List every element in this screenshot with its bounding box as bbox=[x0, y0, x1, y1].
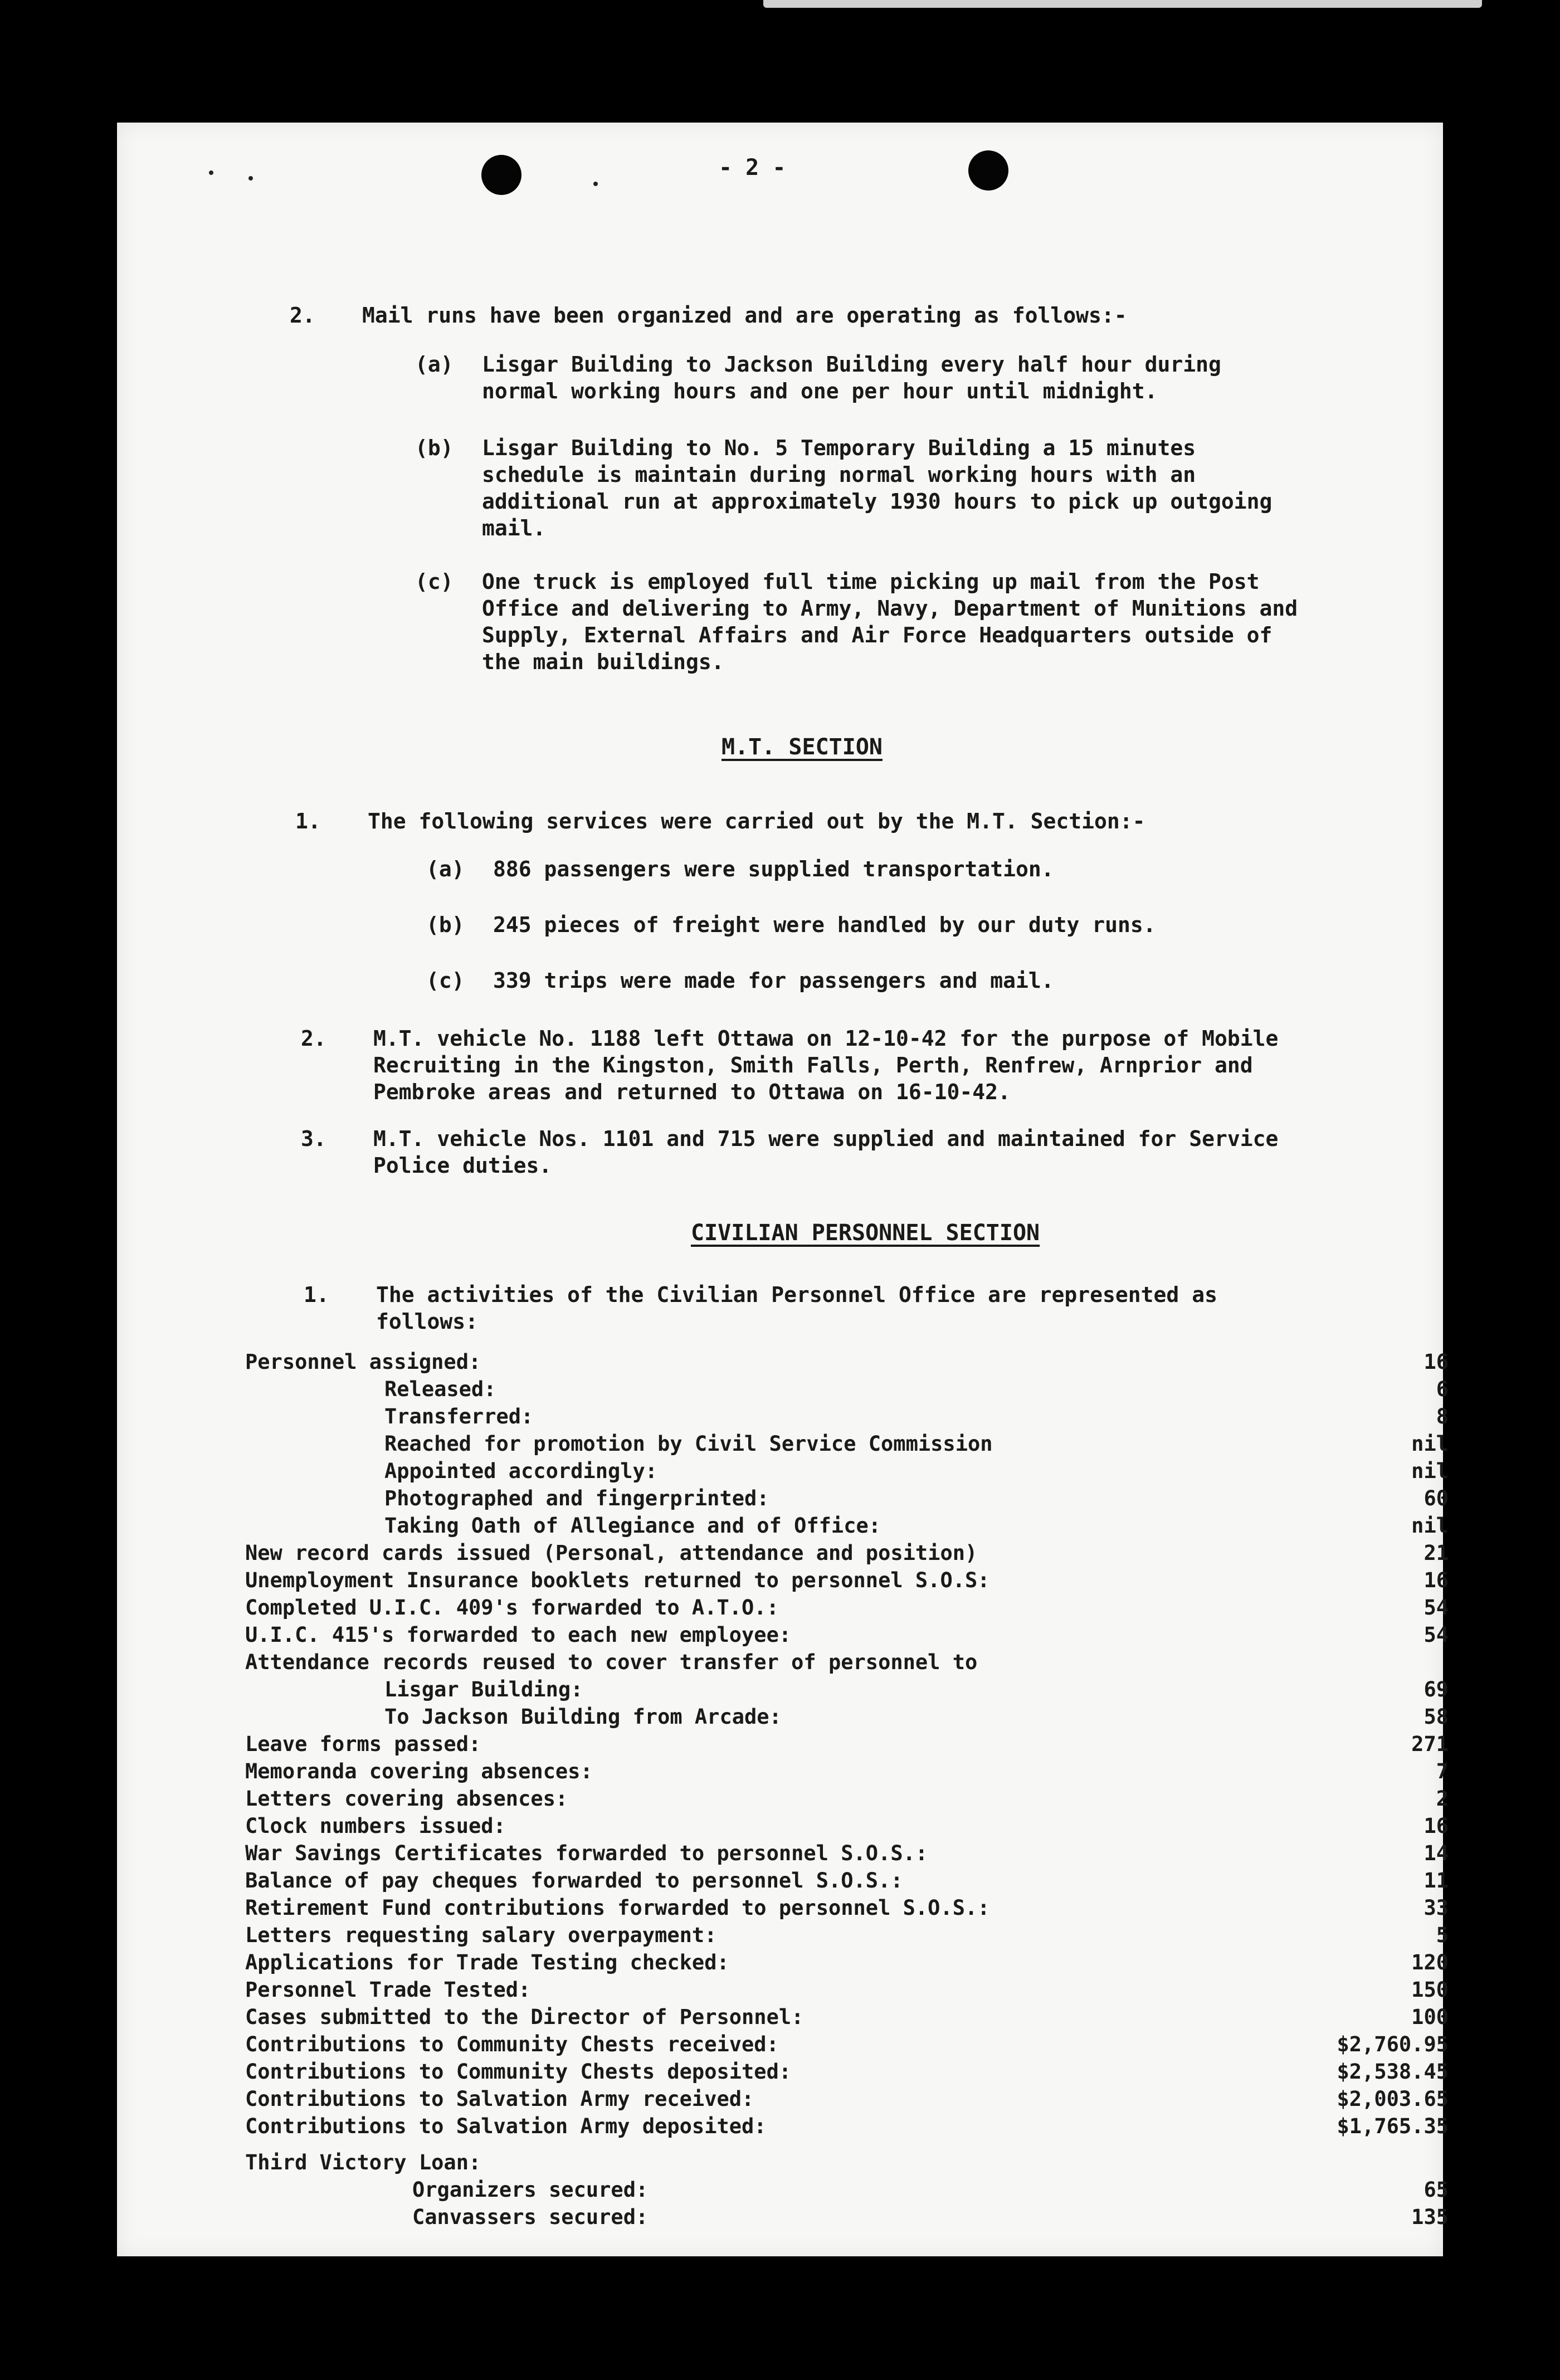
activity-row bbox=[245, 1758, 1449, 1785]
activity-row bbox=[245, 1457, 1449, 1485]
activity-row bbox=[245, 1676, 1449, 1703]
activity-value: 2 bbox=[1436, 1787, 1449, 1811]
activity-value: 135 bbox=[1411, 2205, 1449, 2229]
activity-label: Appointed accordingly: bbox=[384, 1459, 658, 1483]
activity-label: Unemployment Insurance booklets returned to personnel S.O.S: bbox=[245, 1568, 990, 1592]
activity-row bbox=[245, 1621, 1449, 1649]
activity-row bbox=[245, 2176, 1449, 2203]
activity-row bbox=[245, 1649, 1449, 1676]
activity-value: 120 bbox=[1411, 1950, 1449, 1974]
activity-label: Letters covering absences: bbox=[245, 1787, 568, 1811]
activity-row bbox=[245, 1867, 1449, 1894]
activity-label: Leave forms passed: bbox=[245, 1732, 481, 1756]
paragraph-text: Mail runs have been organized and are operating as follows:- bbox=[362, 303, 1127, 328]
activity-value: 58 bbox=[1424, 1705, 1449, 1729]
paragraph-number: 1. bbox=[295, 809, 321, 833]
activity-row bbox=[245, 2058, 1449, 2085]
document-page bbox=[117, 123, 1449, 2256]
paragraph-text: The following services were carried out by the M.T. Section:- bbox=[368, 809, 1145, 833]
activity-row bbox=[245, 1949, 1449, 1976]
activity-value: 16 bbox=[1424, 1350, 1449, 1374]
activity-value: 7 bbox=[1436, 1759, 1449, 1783]
activity-value: $2,538.45 bbox=[1337, 2060, 1449, 2084]
activity-label: Completed U.I.C. 409's forwarded to A.T.O.: bbox=[245, 1596, 779, 1620]
activity-label: Contributions to Salvation Army received: bbox=[245, 2087, 754, 2111]
activity-row bbox=[245, 1539, 1449, 1567]
activity-value: 65 bbox=[1424, 2178, 1449, 2202]
activity-label: Organizers secured: bbox=[412, 2178, 649, 2202]
activity-row bbox=[245, 2203, 1449, 2231]
dust-speck bbox=[248, 176, 253, 181]
activity-row bbox=[245, 1485, 1449, 1512]
activity-value: 14 bbox=[1424, 1841, 1449, 1865]
activity-label: Reached for promotion by Civil Service Commission bbox=[384, 1432, 993, 1456]
activity-value: nil bbox=[1411, 1432, 1449, 1456]
activity-row bbox=[245, 1348, 1449, 1376]
activity-label: Personnel Trade Tested: bbox=[245, 1978, 531, 2002]
activity-label: Memoranda covering absences: bbox=[245, 1759, 593, 1783]
item-label: (b) bbox=[415, 436, 454, 460]
activity-value: nil bbox=[1411, 1459, 1449, 1483]
item-label: (a) bbox=[415, 352, 454, 377]
activity-value: $2,760.95 bbox=[1337, 2032, 1449, 2056]
activity-label: Photographed and fingerprinted: bbox=[384, 1486, 769, 1510]
activity-row bbox=[245, 1730, 1449, 1758]
activity-label: Lisgar Building: bbox=[384, 1677, 583, 1701]
activity-label: Canvassers secured: bbox=[412, 2205, 649, 2229]
item-text: 339 trips were made for passengers and mail. bbox=[493, 968, 1054, 993]
activity-label: Retirement Fund contributions forwarded to personnel S.O.S.: bbox=[245, 1896, 990, 1920]
activity-label: New record cards issued (Personal, attendance and position) bbox=[245, 1541, 978, 1565]
item-label: (b) bbox=[426, 913, 465, 937]
activity-label: To Jackson Building from Arcade: bbox=[384, 1705, 782, 1729]
activity-row bbox=[245, 1703, 1449, 1730]
activity-label: Personnel assigned: bbox=[245, 1350, 481, 1374]
paragraph-number: 1. bbox=[304, 1282, 329, 1307]
activity-value: 60 bbox=[1424, 1486, 1449, 1510]
activity-value: 21 bbox=[1424, 1541, 1449, 1565]
activity-value: 69 bbox=[1424, 1677, 1449, 1701]
page-number: - 2 - bbox=[719, 155, 786, 181]
activity-value: 16 bbox=[1424, 1814, 1449, 1838]
activity-value: 16 bbox=[1424, 1568, 1449, 1592]
paragraph-number: 2. bbox=[301, 1026, 326, 1051]
activity-row bbox=[245, 2003, 1449, 2031]
activity-value: $2,003.65 bbox=[1337, 2087, 1449, 2111]
dust-speck bbox=[209, 170, 213, 175]
activity-value: 5 bbox=[1436, 1923, 1449, 1947]
activity-label: Taking Oath of Allegiance and of Office: bbox=[384, 1514, 881, 1538]
punch-hole bbox=[481, 155, 521, 195]
item-label: (c) bbox=[426, 968, 465, 993]
activity-row bbox=[245, 1976, 1449, 2003]
item-label: (c) bbox=[415, 569, 454, 594]
activity-label: Contributions to Community Chests deposited: bbox=[245, 2060, 792, 2084]
activity-row bbox=[245, 1430, 1449, 1457]
activity-label: Third Victory Loan: bbox=[245, 2150, 481, 2174]
item-text: One truck is employed full time picking up mail from the Post Office and delivering to Army, Navy, Department of Munitions and Supply, External Affairs and Air Force Headquarters outside of the main buildings. bbox=[482, 569, 1298, 674]
activity-label: Released: bbox=[384, 1377, 496, 1401]
activity-value: 11 bbox=[1424, 1869, 1449, 1893]
activity-row bbox=[245, 1921, 1449, 1949]
section-heading-mt: M.T. SECTION bbox=[722, 734, 883, 760]
activity-row bbox=[245, 1512, 1449, 1539]
item-text: 886 passengers were supplied transportation. bbox=[493, 857, 1054, 881]
paragraph-number: 3. bbox=[301, 1126, 326, 1151]
activity-value: 6 bbox=[1436, 1377, 1449, 1401]
activity-row bbox=[245, 2085, 1449, 2113]
activity-value: 33 bbox=[1424, 1896, 1449, 1920]
activity-value: 271 bbox=[1411, 1732, 1449, 1756]
paragraph-text: The activities of the Civilian Personnel Office are represented as follows: bbox=[376, 1282, 1217, 1334]
activity-value: 54 bbox=[1424, 1623, 1449, 1647]
activity-label: Balance of pay cheques forwarded to personnel S.O.S.: bbox=[245, 1869, 903, 1893]
activity-label: War Savings Certificates forwarded to personnel S.O.S.: bbox=[245, 1841, 928, 1865]
item-text: 245 pieces of freight were handled by our duty runs. bbox=[493, 913, 1156, 937]
activity-row bbox=[245, 2149, 1449, 2176]
section-heading-civilian-personnel: CIVILIAN PERSONNEL SECTION bbox=[691, 1220, 1040, 1246]
activity-row bbox=[245, 1840, 1449, 1867]
activity-label: Letters requesting salary overpayment: bbox=[245, 1923, 717, 1947]
paragraph-text: M.T. vehicle Nos. 1101 and 715 were supplied and maintained for Service Police duties. bbox=[373, 1126, 1279, 1178]
activity-row bbox=[245, 2113, 1449, 2140]
activity-label: U.I.C. 415's forwarded to each new employee: bbox=[245, 1623, 792, 1647]
item-text: Lisgar Building to Jackson Building every half hour during normal working hours and one per hour until midnight. bbox=[482, 352, 1221, 403]
paragraph-text: M.T. vehicle No. 1188 left Ottawa on 12-10-42 for the purpose of Mobile Recruiting in the Kingston, Smith Falls, Perth, Renfrew, Arnprior and Pembroke areas and returned to Ottawa on 16-10-42. bbox=[373, 1026, 1279, 1104]
activity-label: Applications for Trade Testing checked: bbox=[245, 1950, 729, 1974]
activity-row bbox=[245, 1403, 1449, 1430]
activity-value: 100 bbox=[1411, 2005, 1449, 2029]
activity-value: 8 bbox=[1436, 1404, 1449, 1428]
activity-value: nil bbox=[1411, 1514, 1449, 1538]
activity-label: Clock numbers issued: bbox=[245, 1814, 506, 1838]
activity-value: 150 bbox=[1411, 1978, 1449, 2002]
activity-row bbox=[245, 1894, 1449, 1921]
activity-row bbox=[245, 1567, 1449, 1594]
item-text: Lisgar Building to No. 5 Temporary Building a 15 minutes schedule is maintain during normal working hours with an additional run at approximately 1930 hours to pick up outgoing mail. bbox=[482, 436, 1273, 540]
paragraph-number: 2. bbox=[290, 303, 315, 328]
activity-row bbox=[245, 1812, 1449, 1840]
activity-label: Cases submitted to the Director of Personnel: bbox=[245, 2005, 804, 2029]
item-label: (a) bbox=[426, 857, 465, 881]
dust-speck bbox=[593, 182, 598, 186]
activity-label: Contributions to Community Chests received: bbox=[245, 2032, 779, 2056]
activity-list bbox=[245, 1348, 1449, 2231]
activity-value: 54 bbox=[1424, 1596, 1449, 1620]
activity-label: Attendance records reused to cover transfer of personnel to bbox=[245, 1650, 978, 1674]
activity-label: Contributions to Salvation Army deposited: bbox=[245, 2114, 767, 2138]
film-edge-strip bbox=[763, 0, 1482, 8]
activity-label: Transferred: bbox=[384, 1404, 534, 1428]
activity-row bbox=[245, 1785, 1449, 1812]
activity-row bbox=[245, 2031, 1449, 2058]
activity-row bbox=[245, 1594, 1449, 1621]
activity-row bbox=[245, 1376, 1449, 1403]
punch-hole bbox=[968, 150, 1008, 191]
activity-value: $1,765.35 bbox=[1337, 2114, 1449, 2138]
